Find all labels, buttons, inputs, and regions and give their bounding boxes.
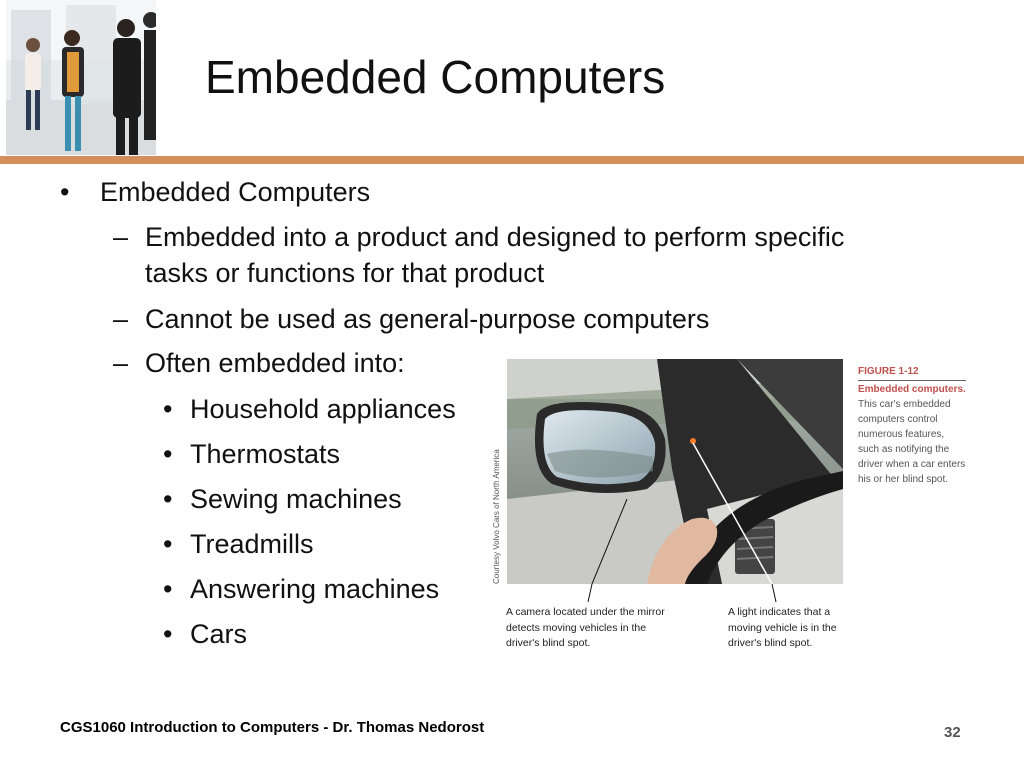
figure-caption-text: This car's embedded computers control numerous features, such as notifying the driver when a car enters his or her blind spot.: [858, 399, 966, 485]
list-item-text: Cars: [190, 619, 248, 649]
dash-marker: –: [113, 222, 129, 252]
list-item-text: Thermostats: [190, 439, 341, 469]
figure-rule: [858, 380, 966, 381]
bullet-text: Embedded Computers: [100, 177, 371, 207]
slide-title: Embedded Computers: [205, 51, 666, 103]
bullet-marker: •: [163, 394, 173, 424]
photo-credit: [488, 449, 510, 586]
callout-light: A light indicates that a moving vehicle is in the driver's blind spot.: [728, 606, 837, 649]
callout-camera: A camera located under the mirror detects moving vehicles in the driver's blind spot.: [506, 606, 665, 649]
bullet-marker: •: [163, 484, 173, 514]
sub-bullet-continuation: tasks or functions for that product: [145, 258, 545, 288]
header-photo-people-walking: [6, 0, 156, 155]
figure-number: FIGURE 1-12: [858, 366, 919, 377]
figure-caption: [858, 382, 968, 487]
bullet-marker: •: [163, 619, 173, 649]
list-item-text: Sewing machines: [190, 484, 402, 514]
list-item-text: Household appliances: [190, 394, 456, 424]
figure-caption-title: Embedded computers.: [858, 384, 966, 395]
bullet-marker: •: [163, 439, 173, 469]
list-item-text: Answering machines: [190, 574, 440, 604]
dash-marker: –: [113, 348, 129, 378]
bullet-marker: •: [163, 529, 173, 559]
dash-marker: –: [113, 304, 129, 334]
sub-bullet-text: Embedded into a product and designed to perform specific: [145, 222, 845, 252]
photo-credit-text: Courtesy Volvo Cars of North America: [492, 449, 501, 584]
slide-footer: CGS1060 Introduction to Computers - Dr. Thomas Nedorost: [60, 719, 485, 736]
list-item-text: Treadmills: [190, 529, 314, 559]
sub-bullet-text: Often embedded into:: [145, 348, 405, 378]
callout-lines: [580, 584, 800, 604]
car-interior-photo: [507, 359, 843, 584]
bullet-marker: •: [163, 574, 173, 604]
sub-bullet-text: Cannot be used as general-purpose computers: [145, 304, 710, 334]
header-divider: [0, 156, 1024, 164]
page-number: 32: [944, 724, 961, 741]
bullet-marker: •: [60, 177, 70, 207]
